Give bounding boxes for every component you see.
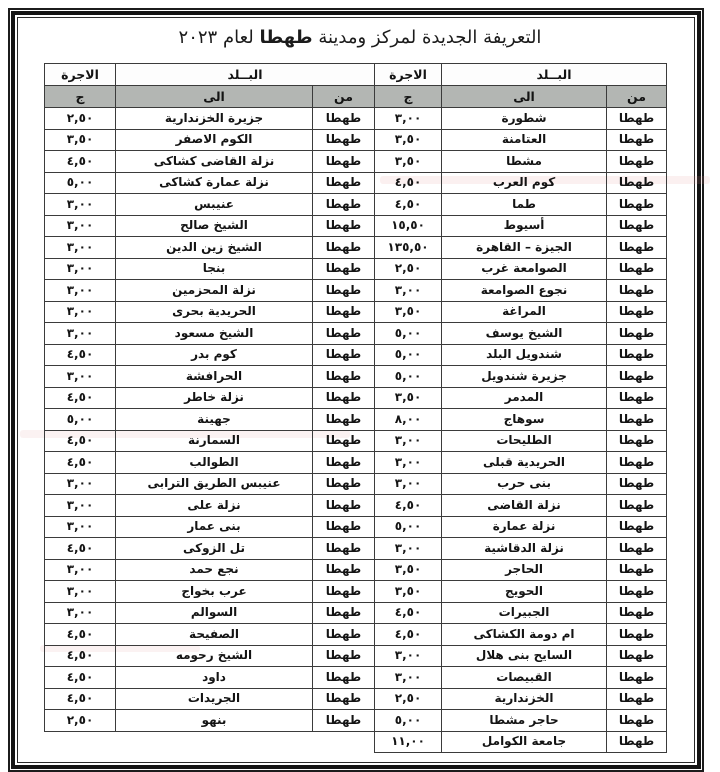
origin-cell: طهطا [607,258,667,280]
destination-cell: بنجا [116,258,313,280]
fare-cell: ٥,٠٠ [375,344,442,366]
origin-cell: طهطا [607,581,667,603]
destination-cell: المراغة [442,301,607,323]
fare-cell: ٢,٥٠ [45,108,116,130]
table-row [45,151,667,173]
header-row-country-fare [45,64,667,86]
header-country-right: البــلد [442,64,667,86]
fare-cell: ٣,٠٠ [45,581,116,603]
table-row [45,667,667,689]
fare-cell: ٤,٥٠ [45,667,116,689]
fare-cell: ٣,٠٠ [45,323,116,345]
origin-cell: طهطا [607,624,667,646]
destination-cell: طما [442,194,607,216]
fare-cell: ٣,٠٠ [375,645,442,667]
fare-cell: ٣,٠٠ [45,258,116,280]
destination-cell: الجيزة – القاهرة [442,237,607,259]
destination-cell: الكوم الاصفر [116,129,313,151]
fare-cell: ٥,٠٠ [375,366,442,388]
table-row [45,731,667,753]
destination-cell: السوالم [116,602,313,624]
table-row [45,301,667,323]
destination-cell: عرب بخواج [116,581,313,603]
fare-cell: ٣,٥٠ [375,151,442,173]
origin-cell: طهطا [313,301,375,323]
destination-cell: أسيوط [442,215,607,237]
destination-cell: تل الزوكى [116,538,313,560]
destination-cell: عنيبس الطريق الترابى [116,473,313,495]
fare-cell: ١١,٠٠ [375,731,442,753]
origin-cell: طهطا [313,710,375,732]
origin-cell: طهطا [313,667,375,689]
table-row [45,129,667,151]
origin-cell: طهطا [313,387,375,409]
destination-cell: نجوع الصوامعة [442,280,607,302]
header-fare-left: الاجرة [45,64,116,86]
destination-cell: القبيصات [442,667,607,689]
fare-cell: ٨,٠٠ [375,409,442,431]
origin-cell: طهطا [313,215,375,237]
destination-cell: الصفيحة [116,624,313,646]
origin-cell: طهطا [607,323,667,345]
destination-cell: نزلة عمارة [442,516,607,538]
header-from-right: من [607,86,667,108]
origin-cell: طهطا [607,301,667,323]
fare-cell: ٣,٠٠ [375,667,442,689]
table-row [45,559,667,581]
fare-cell: ٣,٠٠ [375,280,442,302]
origin-cell: طهطا [313,645,375,667]
origin-cell: طهطا [607,731,667,753]
table-row [45,710,667,732]
destination-cell: كوم العرب [442,172,607,194]
destination-cell: نزلة خاطر [116,387,313,409]
page-title [0,27,720,48]
origin-cell: طهطا [607,172,667,194]
origin-cell: طهطا [607,409,667,431]
origin-cell: طهطا [607,495,667,517]
table-row [45,538,667,560]
table-row [45,430,667,452]
table-row [45,495,667,517]
origin-cell: طهطا [313,624,375,646]
origin-cell: طهطا [313,194,375,216]
fare-cell: ٣,٠٠ [375,430,442,452]
origin-cell: طهطا [607,194,667,216]
origin-cell: طهطا [607,280,667,302]
table-row [45,194,667,216]
header-currency-left: ج [45,86,116,108]
fare-cell: ٤,٥٠ [45,538,116,560]
table-row [45,581,667,603]
origin-cell: طهطا [607,602,667,624]
page-title-suffix: لعام ٢٠٢٣ [178,27,260,48]
destination-cell: نزلة عمارة كشاكى [116,172,313,194]
fare-cell: ٤,٥٠ [375,194,442,216]
fare-cell: ٤,٥٠ [45,688,116,710]
origin-cell: طهطا [607,559,667,581]
destination-cell: بنى عمار [116,516,313,538]
fare-cell: ٣,٠٠ [375,538,442,560]
fare-cell: ٣,٥٠ [45,129,116,151]
table-row [45,366,667,388]
origin-cell: طهطا [607,108,667,130]
table-row [45,237,667,259]
destination-cell: شطورة [442,108,607,130]
origin-cell: طهطا [313,172,375,194]
fare-cell: ٤,٥٠ [375,602,442,624]
destination-cell: الصوامعة غرب [442,258,607,280]
origin-cell: طهطا [607,237,667,259]
origin-cell: طهطا [607,688,667,710]
table-row [45,323,667,345]
destination-cell: المدمر [442,387,607,409]
fare-cell: ٣,٠٠ [45,280,116,302]
origin-cell: طهطا [607,538,667,560]
empty-cell [116,731,313,753]
destination-cell: جزيرة شندويل [442,366,607,388]
table-row [45,688,667,710]
table-row [45,645,667,667]
fare-cell: ٢,٥٠ [375,688,442,710]
table-row [45,215,667,237]
header-to-left: الى [116,86,313,108]
fare-cell: ٤,٥٠ [45,452,116,474]
destination-cell: الجبيرات [442,602,607,624]
fare-cell: ٣,٠٠ [45,602,116,624]
destination-cell: الحريدية بحرى [116,301,313,323]
destination-cell: بنهو [116,710,313,732]
fare-cell: ٣,٠٠ [45,495,116,517]
destination-cell: جزيرة الخزندارية [116,108,313,130]
fare-cell: ١٥,٥٠ [375,215,442,237]
empty-cell [313,731,375,753]
destination-cell: ام دومة الكشاكى [442,624,607,646]
fare-cell: ٣,٥٠ [375,129,442,151]
origin-cell: طهطا [313,151,375,173]
header-currency-right: ج [375,86,442,108]
destination-cell: الحريدية قبلى [442,452,607,474]
table-row [45,108,667,130]
fare-cell: ٣,٠٠ [45,516,116,538]
destination-cell: جهينة [116,409,313,431]
origin-cell: طهطا [313,430,375,452]
origin-cell: طهطا [607,151,667,173]
origin-cell: طهطا [313,237,375,259]
destination-cell: نزلة المحزمين [116,280,313,302]
origin-cell: طهطا [313,688,375,710]
origin-cell: طهطا [313,495,375,517]
destination-cell: العتامنة [442,129,607,151]
header-from-left: من [313,86,375,108]
origin-cell: طهطا [607,645,667,667]
fare-cell: ٣,٠٠ [45,366,116,388]
origin-cell: طهطا [607,215,667,237]
origin-cell: طهطا [607,516,667,538]
fare-cell: ٤,٥٠ [45,344,116,366]
fare-cell: ٤,٥٠ [45,387,116,409]
fare-cell: ٥,٠٠ [375,516,442,538]
origin-cell: طهطا [607,387,667,409]
destination-cell: داود [116,667,313,689]
origin-cell: طهطا [607,430,667,452]
fare-cell: ٣,٠٠ [375,108,442,130]
empty-cell [45,731,116,753]
fare-cell: ٣,٠٠ [45,215,116,237]
destination-cell: الشيخ يوسف [442,323,607,345]
origin-cell: طهطا [313,366,375,388]
destination-cell: جامعة الكوامل [442,731,607,753]
fare-cell: ٤,٥٠ [375,172,442,194]
table-row [45,473,667,495]
destination-cell: كوم بدر [116,344,313,366]
origin-cell: طهطا [313,129,375,151]
origin-cell: طهطا [607,452,667,474]
destination-cell: نجع حمد [116,559,313,581]
destination-cell: نزلة القاضى [442,495,607,517]
fare-cell: ٣,٠٠ [45,559,116,581]
fare-cell: ٤,٥٠ [375,495,442,517]
origin-cell: طهطا [313,538,375,560]
fare-cell: ٢,٥٠ [375,258,442,280]
fare-cell: ٤,٥٠ [45,624,116,646]
fare-cell: ٥,٠٠ [45,172,116,194]
tariff-rows [45,108,667,753]
table-row [45,516,667,538]
origin-cell: طهطا [607,366,667,388]
origin-cell: طهطا [607,473,667,495]
origin-cell: طهطا [313,344,375,366]
table-row [45,172,667,194]
destination-cell: الجريدات [116,688,313,710]
destination-cell: الخزندارية [442,688,607,710]
table-row [45,602,667,624]
table-row [45,258,667,280]
origin-cell: طهطا [313,452,375,474]
destination-cell: عنيبس [116,194,313,216]
origin-cell: طهطا [313,280,375,302]
origin-cell: طهطا [313,258,375,280]
destination-cell: الحاجر [442,559,607,581]
destination-cell: حاجر مشطا [442,710,607,732]
header-row-subcolumns [45,86,667,108]
origin-cell: طهطا [313,473,375,495]
tariff-table [44,63,667,753]
destination-cell: سوهاج [442,409,607,431]
table-row [45,409,667,431]
header-fare-right: الاجرة [375,64,442,86]
origin-cell: طهطا [313,516,375,538]
table-row [45,387,667,409]
table-row [45,344,667,366]
fare-cell: ٤,٥٠ [45,645,116,667]
destination-cell: السايح بنى هلال [442,645,607,667]
destination-cell: الشيخ صالح [116,215,313,237]
fare-cell: ٤,٥٠ [45,151,116,173]
header-to-right: الى [442,86,607,108]
page-title-prefix: التعريفة الجديدة لمركز ومدينة [312,27,542,48]
destination-cell: الطليحات [442,430,607,452]
destination-cell: مشطا [442,151,607,173]
fare-cell: ٣,٥٠ [375,301,442,323]
destination-cell: نزلة على [116,495,313,517]
fare-cell: ٣,٥٠ [375,387,442,409]
destination-cell: الشيخ زين الدين [116,237,313,259]
destination-cell: الحرافشة [116,366,313,388]
fare-cell: ٣,٠٠ [375,452,442,474]
origin-cell: طهطا [607,344,667,366]
destination-cell: نزلة القاضى كشاكى [116,151,313,173]
page-title-city: طهطا [259,27,313,48]
origin-cell: طهطا [607,710,667,732]
destination-cell: الطوالب [116,452,313,474]
origin-cell: طهطا [607,129,667,151]
destination-cell: الشيخ رحومه [116,645,313,667]
origin-cell: طهطا [313,602,375,624]
fare-cell: ٣,٠٠ [375,473,442,495]
origin-cell: طهطا [313,323,375,345]
fare-cell: ٣,٥٠ [375,581,442,603]
origin-cell: طهطا [313,108,375,130]
destination-cell: بنى حرب [442,473,607,495]
fare-cell: ٢,٥٠ [45,710,116,732]
destination-cell: الحويج [442,581,607,603]
table-row [45,624,667,646]
origin-cell: طهطا [607,667,667,689]
fare-cell: ٣,٠٠ [45,194,116,216]
fare-cell: ٣,٠٠ [45,237,116,259]
origin-cell: طهطا [313,409,375,431]
fare-cell: ٤,٥٠ [45,430,116,452]
fare-cell: ٣,٠٠ [45,301,116,323]
fare-cell: ٤,٥٠ [375,624,442,646]
fare-cell: ٣,٠٠ [45,473,116,495]
destination-cell: الشيخ مسعود [116,323,313,345]
table-row [45,452,667,474]
destination-cell: السمارنة [116,430,313,452]
fare-cell: ١٣٥,٥٠ [375,237,442,259]
table-row [45,280,667,302]
origin-cell: طهطا [313,581,375,603]
fare-cell: ٣,٥٠ [375,559,442,581]
fare-cell: ٥,٠٠ [375,710,442,732]
fare-cell: ٥,٠٠ [45,409,116,431]
origin-cell: طهطا [313,559,375,581]
destination-cell: نزلة الدقاشية [442,538,607,560]
destination-cell: شندويل البلد [442,344,607,366]
header-country-left: البــلد [116,64,375,86]
fare-cell: ٥,٠٠ [375,323,442,345]
